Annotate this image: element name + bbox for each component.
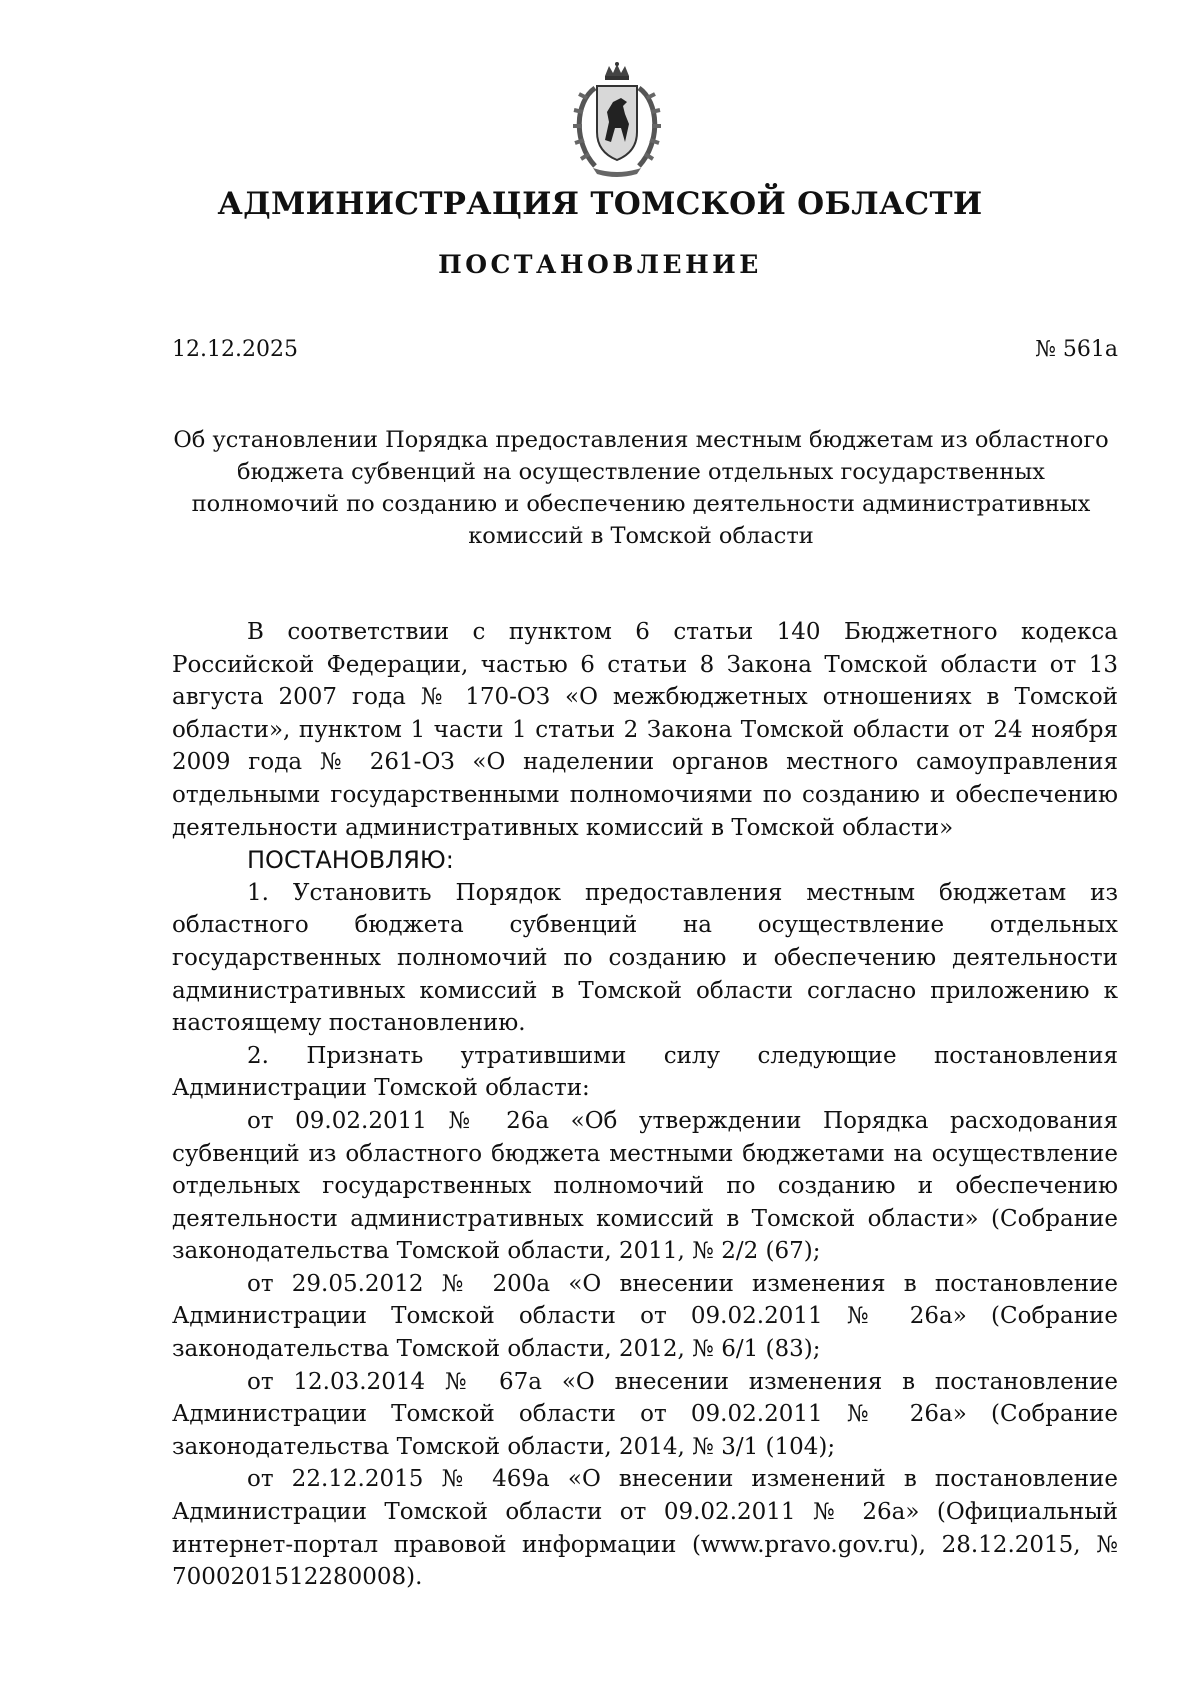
preamble-paragraph: В соответствии с пунктом 6 статьи 140 Бюджетного кодекса Российской Федерации, частью 6 статьи 8 Закона Томской области от 13 августа 2007 года № 170-ОЗ «О межбюджетных отношениях в Томской области», пунктом 1 части 1 статьи 2 Закона Томской области от 24 ноября 2009 года № 261-ОЗ «О наделении органов местного самоуправления отдельными государственными полномочиями по созданию и обеспечению деятельности административных комиссий в Томской области» [172,619,1118,841]
decree-word: ПОСТАНОВЛЯЮ: [247,846,454,875]
organization-name: АДМИНИСТРАЦИЯ ТОМСКОЙ ОБЛАСТИ [217,186,983,222]
coat-of-arms-icon [565,62,669,180]
item-2-paragraph: 2. Признать утратившими силу следующие постановления Администрации Томской области: [172,1042,1118,1102]
item-1-paragraph: 1. Установить Порядок предоставления местным бюджетам из областного бюджета субвенций на осуществление отдельных государственных полномочий по созданию и обеспечению деятельности административных комиссий в Томской области согласно приложению к настоящему постановлению. [172,879,1118,1037]
document-title: Об установлении Порядка предоставления местным бюджетам из областного бюджета субвенций на осуществление отдельных государственных полномочий по созданию и обеспечению деятельности административных комиссий в Томской области [173,427,1109,549]
repealed-item: от 29.05.2012 № 200а «О внесении изменения в постановление Администрации Томской области от 09.02.2011 № 26а» (Собрание законодательства Томской области, 2012, № 6/1 (83); [172,1270,1118,1363]
repealed-item: от 09.02.2011 № 26а «Об утверждении Порядка расходования субвенций из областного бюджета местными бюджетами на осуществление отдельных государственных полномочий по созданию и обеспечению деятельности административных комиссий в Томской области» (Собрание законодательства Томской области, 2011, № 2/2 (67); [172,1107,1118,1265]
document-body [172,616,1118,1594]
repealed-item: от 22.12.2015 № 469а «О внесении изменений в постановление Администрации Томской области от 09.02.2011 № 26а» (Официальный интернет-портал правовой информации (www.pravo.gov.ru), 28.12.2015, № 7000201512280008). [172,1466,1118,1591]
document-type: ПОСТАНОВЛЕНИЕ [438,250,762,279]
repealed-item: от 12.03.2014 № 67а «О внесении изменения в постановление Администрации Томской области от 09.02.2011 № 26а» (Собрание законодательства Томской области, 2014, № 3/1 (104); [172,1368,1118,1460]
document-date: 12.12.2025 [172,337,298,362]
document-number: № 561а [1035,337,1118,362]
